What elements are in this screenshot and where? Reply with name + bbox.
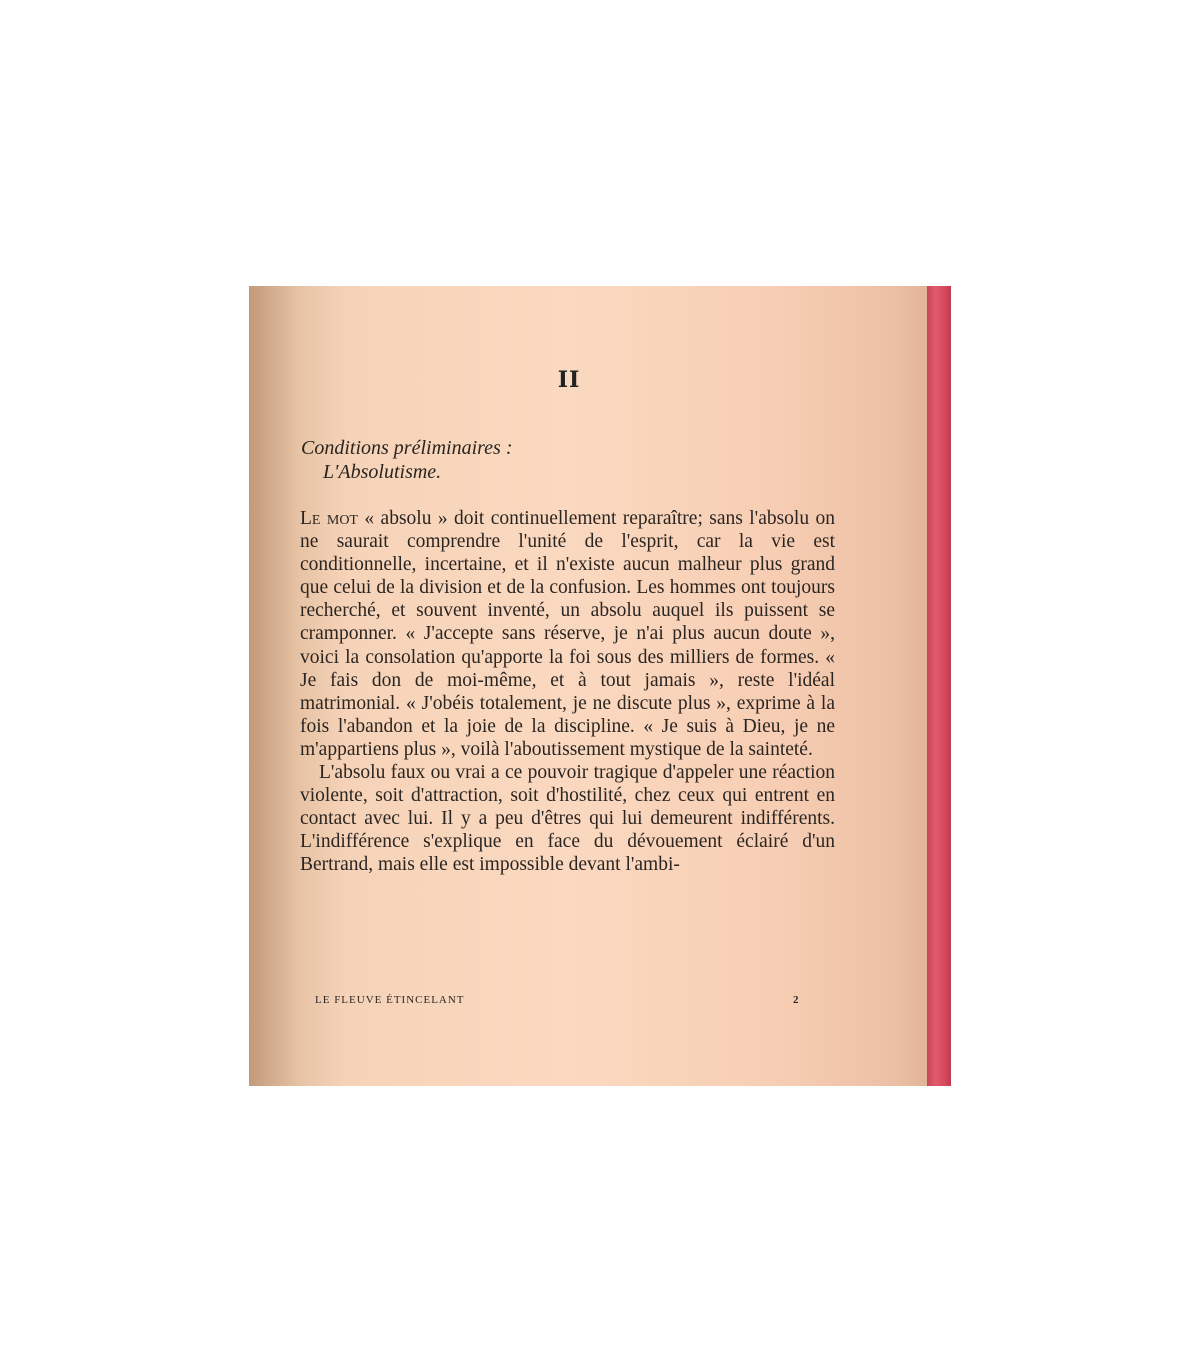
- paragraph-1-text: « absolu » doit continuellement reparaître; sans l'absolu on ne saurait comprendre l'unité de l'esprit, car la vie est conditionnelle, incertaine, et il n'existe aucun malheur plus grand que celui de la division et de la confusion. Les hommes ont toujours recherché, et souvent inventé, un absolu auquel ils puissent se cramponner. « J'accepte sans réserve, je n'ai plus aucun doute », voici la consolation qu'apporte la foi sous des milliers de formes. « Je fais don de moi-même, et à tout jamais », reste l'idéal matrimonial. « J'obéis totalement, je ne discute plus », exprime à la fois l'abandon et la joie de la discipline. « Je suis à Dieu, je ne m'appartiens plus », voilà l'aboutissement mystique de la sainteté.: [300, 508, 836, 760]
- footer-book-title: LE FLEUVE ÉTINCELANT: [315, 994, 465, 1006]
- chapter-title-line1: Conditions préliminaires :: [301, 437, 513, 459]
- body-text: [300, 507, 835, 877]
- paragraph-1: [300, 507, 835, 761]
- chapter-title-line2: L'Absolutisme.: [323, 461, 442, 483]
- book-page: [249, 286, 951, 1086]
- paragraph-lead-words: Le mot: [300, 508, 358, 529]
- footer-signature-number: 2: [793, 994, 799, 1006]
- paragraph-2: L'absolu faux ou vrai a ce pouvoir tragique d'appeler une réaction violente, soit d'attraction, soit d'hostilité, chez ceux qui entrent en contact avec lui. Il y a peu d'êtres qui lui demeurent indifférents. L'indifférence s'explique en face du dévouement éclairé d'un Bertrand, mais elle est impossible devant l'ambi-: [300, 762, 835, 876]
- red-page-edge: [927, 286, 951, 1086]
- gutter-shadow: [249, 286, 299, 1086]
- chapter-title: [301, 436, 512, 484]
- chapter-number: II: [557, 367, 581, 393]
